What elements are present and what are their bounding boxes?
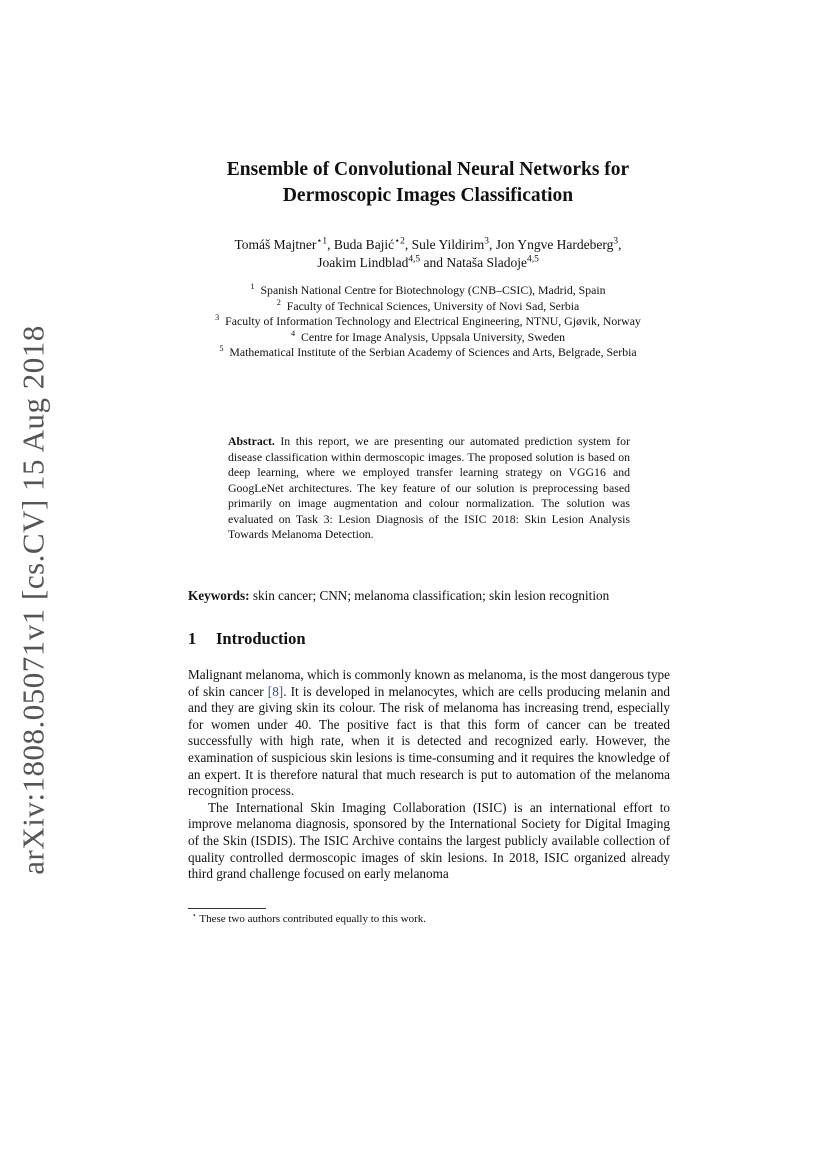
paragraph-1 bbox=[188, 667, 670, 800]
section-title-text: Introduction bbox=[216, 629, 306, 648]
keywords-block bbox=[188, 587, 670, 604]
abstract-block bbox=[228, 434, 630, 543]
author-name: Nataša Sladoje bbox=[446, 255, 527, 270]
affiliation-text: Faculty of Technical Sciences, University of Novi Sad, Serbia bbox=[286, 298, 580, 313]
author-name: Sule Yildirim bbox=[411, 237, 485, 252]
author-mark: 4,5 bbox=[526, 254, 539, 265]
affiliation-text: Spanish National Centre for Biotechnology (CNB–CSIC), Madrid, Spain bbox=[260, 283, 606, 297]
affiliation-item bbox=[190, 314, 666, 330]
section-body bbox=[188, 667, 670, 883]
footnote-divider bbox=[188, 908, 266, 909]
author-mark: 3 bbox=[613, 236, 619, 247]
affiliation-number: 1 bbox=[250, 282, 255, 292]
paper-title-line-1: Ensemble of Convolutional Neural Networks for bbox=[226, 159, 630, 180]
affiliation-list bbox=[190, 283, 666, 361]
affiliation-number: 3 bbox=[215, 313, 220, 323]
footnote-mark: ⋆ bbox=[192, 910, 197, 920]
author-mark: ⋆2 bbox=[394, 236, 405, 247]
author-line-1 bbox=[160, 236, 696, 254]
author-line-2 bbox=[160, 254, 696, 272]
paragraph-2: The International Skin Imaging Collaboration (ISIC) is an international effort to improve melanoma diagnosis, sponsored by the International Society for Digital Imaging of the Skin (ISDIS). The ISIC Archive contains the largest publicly available collection of quality controlled dermoscopic images of skin lesions. In 2018, ISIC organized already third grand challenge focused on early melanoma bbox=[188, 799, 670, 882]
arxiv-identifier-text: arXiv:1808.05071v1 [cs.CV] 15 Aug 2018 bbox=[16, 325, 51, 875]
author-list bbox=[160, 236, 696, 272]
author-mark: 4,5 bbox=[408, 254, 421, 265]
affiliation-item bbox=[190, 330, 666, 346]
footnote bbox=[192, 912, 426, 926]
affiliation-item bbox=[190, 299, 666, 315]
author-separator: , bbox=[404, 237, 412, 252]
affiliation-text: Centre for Image Analysis, Uppsala University, Sweden bbox=[301, 329, 565, 344]
arxiv-identifier-stamp bbox=[6, 325, 62, 875]
footnote-text: These two authors contributed equally to this work. bbox=[196, 913, 427, 925]
affiliation-number: 2 bbox=[276, 297, 281, 307]
keywords-label: Keywords: bbox=[188, 588, 250, 603]
abstract-label: Abstract. bbox=[228, 434, 275, 448]
author-conjunction: and bbox=[420, 255, 447, 270]
section-number: 1 bbox=[188, 629, 197, 648]
author-name: Tomáš Majtner bbox=[234, 237, 317, 252]
author-separator: , bbox=[488, 237, 496, 252]
paragraph-1-text-b: . It is developed in melanocytes, which are cells producing melanin and and they are giving skin its colour. The risk of melanoma has increasing trend, especially for women under 40. The positive fact is that this form of cancer can be treated successfully with high rate, when it is detected and recognized early. However, the examination of suspicious skin lesions is time-consuming and it requires the knowledge of an expert. It is therefore natural that much research is put to automation of the melanoma recognition process. bbox=[188, 683, 671, 799]
affiliation-number: 4 bbox=[291, 328, 296, 338]
affiliation-text: Faculty of Information Technology and Electrical Engineering, NTNU, Gjøvik, Norway bbox=[225, 314, 641, 328]
author-separator: , bbox=[327, 237, 334, 252]
author-name: Buda Bajić bbox=[333, 237, 395, 252]
paper-title bbox=[150, 157, 706, 209]
author-name: Jon Yngve Hardeberg bbox=[495, 237, 614, 252]
affiliation-number: 5 bbox=[219, 344, 224, 354]
author-name: Joakim Lindblad bbox=[317, 255, 409, 270]
affiliation-item bbox=[190, 283, 666, 299]
author-separator: , bbox=[618, 237, 622, 252]
affiliation-text: Mathematical Institute of the Serbian Academy of Sciences and Arts, Belgrade, Serbia bbox=[229, 345, 637, 359]
citation-link[interactable]: [8] bbox=[267, 683, 284, 699]
paragraph-1-text-a: Malignant melanoma, which is commonly known as melanoma, is the most dangerous type of skin cancer bbox=[188, 667, 670, 699]
affiliation-item bbox=[190, 345, 666, 361]
author-mark: ⋆1 bbox=[316, 236, 328, 247]
keywords-text: skin cancer; CNN; melanoma classification; skin lesion recognition bbox=[249, 588, 610, 603]
paper-title-line-2: Dermoscopic Images Classification bbox=[282, 185, 574, 206]
abstract-text: In this report, we are presenting our automated prediction system for disease classification within dermoscopic images. The proposed solution is based on deep learning, where we employed transfer learning strategy on VGG16 and GoogLeNet architectures. The key feature of our solution is preprocessing based primarily on image augmentation and colour normalization. The solution was evaluated on Task 3: Lesion Diagnosis of the ISIC 2018: Skin Lesion Analysis Towards Melanoma Detection. bbox=[228, 434, 630, 541]
section-heading bbox=[188, 629, 306, 649]
author-mark: 3 bbox=[484, 236, 489, 247]
